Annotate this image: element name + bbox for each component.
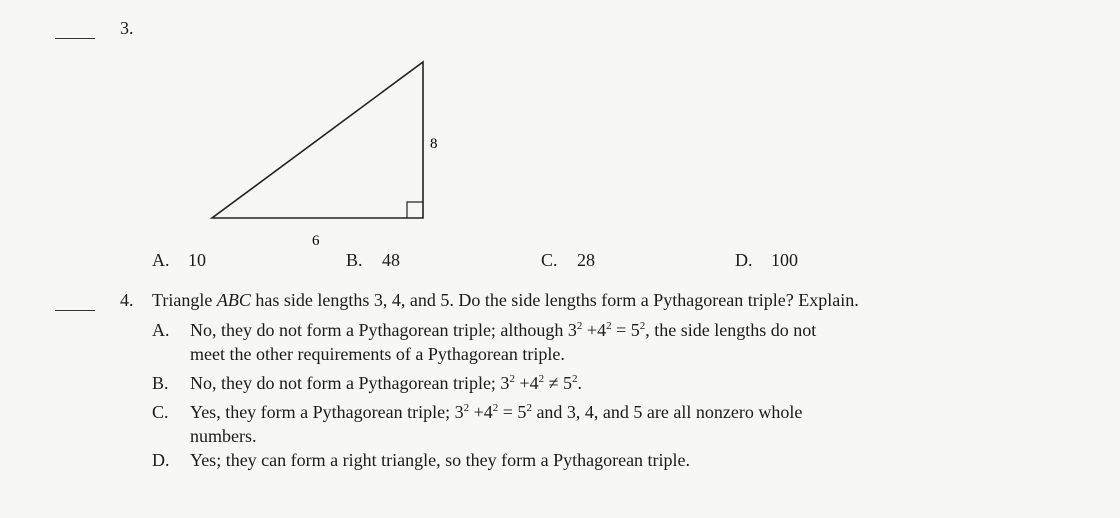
choice-letter: C.	[541, 250, 558, 270]
q3-choice-b[interactable]	[346, 250, 400, 271]
triangle-name: ABC	[216, 290, 251, 310]
q3-choice-a[interactable]	[152, 250, 206, 271]
choice-text: 10	[188, 250, 206, 270]
option-text: Yes, they form a Pythagorean triple; $3^2 +4^2 = 5^2$ and 3, 4, and 5 are all nonzero whole numbers.	[190, 402, 803, 446]
option-letter: A.	[152, 320, 170, 340]
q3-choice-d[interactable]	[735, 250, 798, 271]
q4-option-c[interactable]	[152, 400, 952, 448]
horizontal-side-label: 6	[312, 233, 320, 249]
option-letter: B.	[152, 373, 169, 393]
q4-option-b[interactable]	[152, 371, 952, 395]
choice-text: 28	[577, 250, 595, 270]
triangle-shape	[212, 62, 423, 218]
choice-text: 48	[382, 250, 400, 270]
q4-option-d[interactable]	[152, 448, 952, 472]
question-3-number: 3.	[120, 18, 134, 38]
option-text: Yes; they can form a right triangle, so they form a Pythagorean triple.	[190, 450, 691, 470]
choice-letter: B.	[346, 250, 363, 270]
option-text: No, they do not form a Pythagorean triple; although $3^2 +4^2 = 5^2$, the side lengths do not meet the other requirements of a Pythagorean triple.	[190, 320, 817, 364]
option-letter: D.	[152, 450, 170, 470]
q4-option-a[interactable]	[152, 318, 952, 366]
answer-blank-q4[interactable]	[55, 310, 95, 311]
vertical-side-label: 8	[430, 136, 438, 152]
question-4-prompt: Triangle ABC has side lengths 3, 4, and 5. Do the side lengths form a Pythagorean triple? Explain.	[152, 290, 859, 310]
question-4-number: 4.	[120, 290, 134, 310]
right-angle-marker	[407, 202, 423, 218]
q3-choice-c[interactable]	[541, 250, 595, 271]
choice-letter: D.	[735, 250, 753, 270]
choice-text: 100	[771, 250, 798, 270]
option-letter: C.	[152, 402, 169, 422]
option-text: No, they do not form a Pythagorean triple; $3^2 +4^2 \ne 5^2$.	[190, 373, 582, 393]
choice-letter: A.	[152, 250, 170, 270]
